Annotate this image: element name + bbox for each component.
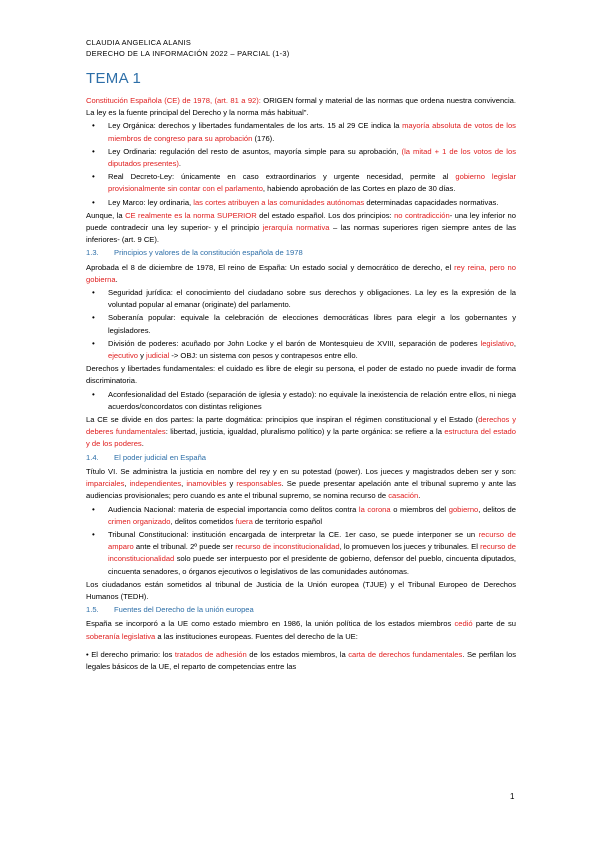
section-number: 1.3. bbox=[86, 248, 99, 258]
item-text: -> OBJ: un sistema con pesos y contrapesos entre ello. bbox=[169, 351, 358, 361]
s13-paragraph-1 bbox=[86, 262, 516, 286]
section-title: El poder judicial en España bbox=[114, 452, 207, 462]
intro-text: ORIGEN formal y material de las normas que ordena nuestra convivencia. La ley es la fuente principal del Derecho y la norma más habitual". bbox=[86, 96, 516, 118]
list-item bbox=[86, 171, 516, 195]
item-text-end: . bbox=[178, 159, 182, 169]
highlight: carta de derechos fundamentales bbox=[348, 649, 463, 659]
header-course: DERECHO DE LA INFORMACIÓN 2022 – PARCIAL (1-3) bbox=[86, 49, 290, 58]
document-body bbox=[86, 95, 516, 674]
item-highlight: (la mitad + 1 de los votos de los diputados presentes) bbox=[108, 146, 516, 169]
section-title: Principios y valores de la constitución española de 1978 bbox=[114, 248, 303, 258]
section-number: 1.5. bbox=[86, 605, 99, 615]
text: , bbox=[181, 479, 187, 489]
laws-list bbox=[86, 120, 516, 208]
highlight: derechos y deberes fundamentales bbox=[86, 415, 516, 437]
text: . bbox=[115, 274, 118, 284]
text: España se incorporó a la UE como estado miembro en 1986, la unión política de los estados miembros bbox=[86, 619, 455, 629]
list-item bbox=[86, 529, 516, 578]
text: del estado español. Los dos principios: bbox=[256, 210, 395, 220]
aconfesionalidad-list bbox=[86, 389, 516, 413]
item-highlight: recurso de inconstitucionalidad bbox=[235, 542, 340, 552]
list-item bbox=[86, 146, 516, 170]
text: La CE se divide en dos partes: la parte dogmática: principios que inspiran el régimen constitucional y el Estado ( bbox=[86, 415, 479, 425]
section-heading-1-3 bbox=[86, 247, 516, 259]
page-number: 1 bbox=[510, 792, 515, 801]
item-text: , delitos de bbox=[478, 504, 516, 514]
text: Título VI. Se administra la justicia en nombre del rey y en su potestad (power). Los jueces y magistrados deben ser y son: bbox=[86, 466, 516, 476]
list-item bbox=[86, 287, 516, 311]
highlight: jerarquía normativa bbox=[262, 223, 330, 233]
text: Aunque, la bbox=[86, 210, 126, 220]
highlight: casación bbox=[388, 491, 419, 501]
item-text: Audiencia Nacional: materia de especial importancia como delitos contra bbox=[108, 504, 359, 514]
item-text-end: , habiendo aprobación de las Cortes en plazo de 30 días. bbox=[262, 184, 456, 194]
text: - una ley inferior no puede contradecir una ley superior- y el principio bbox=[86, 210, 516, 233]
highlight: cedió bbox=[454, 619, 473, 629]
s14-paragraph-2: Los ciudadanos están sometidos al tribunal de Justicia de la Unión europea (TJUE) y el Tribunal Europeo de Derechos Humanos (TEDH). bbox=[86, 579, 516, 601]
text: y bbox=[226, 479, 237, 489]
item-text: solo puede ser interpuesto por el presidente de gobierno, defensor del pueblo, cincuenta diputados, cincuenta senadores, o órganos ejecutivos o legislativos de las comunidades autónomas. bbox=[108, 554, 516, 576]
item-text-end: (176). bbox=[252, 133, 275, 143]
item-highlight: judicial bbox=[146, 351, 170, 361]
item-text: Real Decreto-Ley: únicamente en caso extraordinarios y urgente necesidad, permite al bbox=[108, 172, 456, 182]
item-text: , delitos cometidos bbox=[170, 516, 236, 526]
text: • El derecho primario: los bbox=[86, 649, 175, 659]
item-highlight: ejecutivo bbox=[108, 351, 138, 361]
list-item bbox=[86, 504, 516, 528]
text: . bbox=[418, 491, 421, 501]
s15-paragraph-2 bbox=[86, 649, 516, 673]
item-text: y bbox=[137, 351, 147, 361]
item-text: , lo promueven los jueces y tribunales. El bbox=[339, 542, 481, 552]
item-text: Tribunal Constitucional: institución encargada de interpretar la CE. 1er caso, se puede interponer se un bbox=[108, 529, 479, 539]
highlight: estructura del estado y de los poderes bbox=[86, 427, 517, 449]
text: Aprobada el 8 de diciembre de 1978, El reino de España: Un estado social y democrático de derecho, el bbox=[86, 262, 455, 272]
item-text: División de poderes: acuñado por John Locke y el barón de Montesquieu de XVIII, separación de poderes bbox=[108, 338, 481, 348]
highlight: soberanía legislativa bbox=[86, 631, 156, 641]
item-highlight: crimen organizado bbox=[108, 516, 171, 526]
item-text-end: determinadas capacidades normativas. bbox=[364, 197, 499, 207]
courts-list bbox=[86, 504, 516, 578]
text: . bbox=[141, 439, 144, 449]
text: de los estados miembros, la bbox=[246, 649, 349, 659]
list-item bbox=[86, 312, 516, 336]
s13-paragraph-3 bbox=[86, 414, 516, 451]
page-title: TEMA 1 bbox=[86, 70, 142, 87]
list-item bbox=[86, 389, 516, 413]
text: a las instituciones europeas. Fuentes del derecho de la UE: bbox=[155, 631, 358, 641]
highlight: tratados de adhesión bbox=[174, 649, 247, 659]
item-text: Soberanía popular: equivale la celebración de elecciones democráticas libres para elegir a los gobernantes y legisladores. bbox=[108, 313, 516, 335]
text: . Se puede presentar apelación ante el tribunal supremo y ante las audiencias provisionales; pero cuando es ante el tribunal supremo, se nomina recurso de bbox=[86, 479, 516, 501]
item-text: ante el tribunal. 2º puede ser bbox=[133, 542, 236, 552]
intro-paragraph bbox=[86, 95, 516, 119]
item-highlight: recurso de amparo bbox=[108, 529, 516, 552]
text: parte de su bbox=[472, 619, 516, 629]
item-text: Ley Marco: ley ordinaria, bbox=[108, 197, 194, 207]
principles-list bbox=[86, 287, 516, 362]
item-highlight: recurso de inconstitucionalidad bbox=[108, 542, 516, 564]
list-item bbox=[86, 197, 516, 209]
item-highlight: la corona bbox=[358, 504, 391, 514]
section-title: Fuentes del Derecho de la unión europea bbox=[114, 605, 254, 615]
list-item bbox=[86, 120, 516, 144]
item-highlight: fuera bbox=[235, 516, 253, 526]
section-heading-1-5 bbox=[86, 604, 516, 616]
item-text: o miembros del bbox=[390, 504, 449, 514]
highlight: imparciales bbox=[86, 479, 125, 489]
highlight: independientes bbox=[129, 479, 182, 489]
list-item bbox=[86, 338, 516, 362]
supremacy-paragraph bbox=[86, 210, 516, 247]
item-text: Seguridad jurídica: el conocimiento del ciudadano sobre sus derechos y obligaciones. La ley es la expresión de la voluntad popular al emanar (originate) del parlamento. bbox=[108, 288, 516, 310]
header-author: CLAUDIA ANGELICA ALANIS bbox=[86, 38, 192, 47]
item-text: de territorio español bbox=[252, 516, 323, 526]
text: – las normas superiores rigen siempre antes de las inferiores- (art. 9 CE). bbox=[86, 223, 516, 245]
item-highlight: gobierno legislar provisionalmente sin contar con el parlamento bbox=[108, 172, 516, 194]
text: , bbox=[124, 479, 130, 489]
item-highlight: mayoría absoluta de votos de los miembros de congreso para su aprobación bbox=[108, 121, 516, 143]
text: : libertad, justicia, igualdad, pluralismo político) y la parte orgánica: se refiere a la bbox=[165, 427, 445, 437]
item-highlight: legislativo bbox=[480, 338, 514, 348]
highlight: CE realmente es la norma SUPERIOR bbox=[125, 210, 257, 220]
item-text: Ley Ordinaria: regulación del resto de asuntos, mayoría simple para su aprobación, bbox=[108, 146, 402, 156]
text: . Se perfilan los legales básicos de la UE, el reparto de competencias entre las bbox=[86, 649, 517, 671]
section-number: 1.4. bbox=[86, 452, 99, 462]
highlight: no contradicción bbox=[394, 210, 450, 220]
s13-paragraph-2: Derechos y libertades fundamentales: el cuidado es libre de elegir su persona, el poder de estado no puede invadir de forma discriminatoria. bbox=[86, 364, 516, 386]
item-highlight: las cortes atribuyen a las comunidades autónomas bbox=[193, 197, 365, 207]
section-heading-1-4 bbox=[86, 452, 516, 464]
intro-red: Constitución Española (CE) de 1978, (art. 81 a 92): bbox=[86, 96, 261, 105]
highlight: responsables bbox=[236, 479, 282, 489]
item-highlight: gobierno bbox=[448, 504, 479, 514]
item-text: Ley Orgánica: derechos y libertades fundamentales de los arts. 15 al 29 CE indica la bbox=[108, 121, 403, 131]
item-text: Aconfesionalidad del Estado (separación de iglesia y estado): no equivale la inexistencia de relación entre ellos, ni niega acuerdos/concordatos con distintas religiones bbox=[108, 389, 516, 411]
s14-paragraph-1 bbox=[86, 466, 516, 503]
highlight: inamovibles bbox=[186, 479, 227, 489]
s15-paragraph-1 bbox=[86, 618, 516, 642]
highlight: rey reina, pero no gobierna bbox=[86, 262, 516, 284]
item-text: , bbox=[513, 338, 516, 348]
